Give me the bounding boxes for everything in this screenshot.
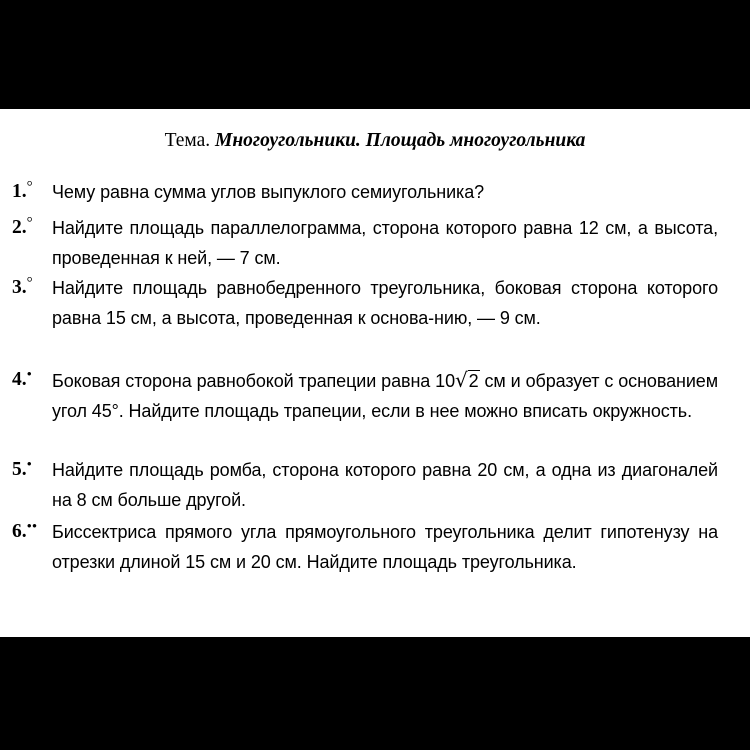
problem-number: 2.°	[12, 215, 33, 238]
problem-text: Чему равна сумма углов выпуклого семиугольника?	[52, 182, 485, 202]
problem-text: Биссектриса прямого угла прямоугольного треугольника делит гипотенузу на отрезки длиной 15 см и 20 см. Найдите площадь треугольника.	[52, 522, 718, 572]
problem-text: Найдите площадь параллелограмма, сторона которого равна 12 см, а высота, проведенная к ней, — 7 см.	[52, 218, 718, 268]
problem-number: 6.••	[12, 519, 38, 542]
difficulty-mark: ••	[26, 519, 38, 535]
problem-text: Боковая сторона равнобокой трапеции равна 10√2 см и образует с основанием угол 45°. Найдите площадь трапеции, если в нее можно вписать окружность.	[52, 365, 718, 426]
page-title	[0, 126, 750, 156]
difficulty-mark: •	[26, 367, 32, 383]
problem-number: 1.°	[12, 179, 33, 202]
title-prefix: Тема.	[164, 130, 211, 151]
problem-number: 3.°	[12, 275, 33, 298]
radical-sign: √	[454, 368, 468, 392]
problem-number: 4.•	[12, 367, 32, 390]
problem-number: 5.•	[12, 457, 32, 480]
difficulty-mark: °	[26, 275, 33, 291]
radicand: 2	[468, 371, 479, 391]
title-topic: Многоугольники. Площадь многоугольника	[215, 130, 586, 151]
square-root	[455, 365, 480, 396]
difficulty-mark: °	[26, 179, 33, 195]
problem-text: Найдите площадь равнобедренного треугольника, боковая сторона которого равна 15 см, а высота, проведенная к основа-нию, — 9 см.	[52, 278, 718, 328]
document-page	[0, 109, 750, 637]
problem-text: Найдите площадь ромба, сторона которого равна 20 см, а одна из диагоналей на 8 см больше другой.	[52, 460, 718, 510]
difficulty-mark: °	[26, 215, 33, 231]
difficulty-mark: •	[26, 457, 32, 473]
